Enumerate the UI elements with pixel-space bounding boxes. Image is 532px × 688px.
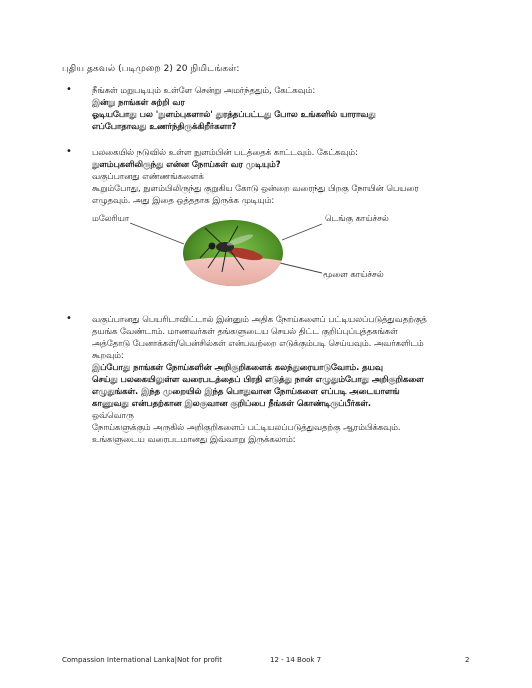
text: பலகையில் நடுவில் உள்ள நுளம்பின் படத்தைக் காட்டவும். கேட்கவும்: bbox=[92, 147, 358, 157]
text: தயங்க வேண்டாம். மாணவர்கள் தங்களுடைய செயல் திட்ட குறிப்புப்புத்தகங்கள் bbox=[92, 326, 398, 336]
paragraph-3 bbox=[92, 313, 484, 445]
footer-page-number: 2 bbox=[465, 656, 470, 664]
diagram-label-malaria: மலேரியா bbox=[92, 213, 130, 223]
text: நோய்களுக்கும் அருகில் அறிகுறிகளைப் பட்டியலப்படுத்துவதற்கு ஆரம்பிக்கவும். bbox=[92, 422, 401, 432]
bold-text: இப்போது நாங்கள் நோய்களின் அறிகுறிகளைக் கலந்துரையாடுவோம். தயவு bbox=[92, 362, 383, 372]
connector-line bbox=[282, 224, 322, 240]
bold-text: செய்து பலகையிலுள்ள வரைபடத்தைப் பிரதி எடுத்து நான் எழுதும்போது அறிகுறிகளை bbox=[92, 374, 424, 384]
text: வகுப்பானது எண்ணங்களைக் bbox=[92, 171, 204, 181]
text: அத்தோடு பேனாக்கள்/பென்சில்கள் என்பவற்றை எடுக்கும்படி செய்யவும். அவர்களிடம் bbox=[92, 338, 424, 348]
footer-book: 12 - 14 Book 7 bbox=[270, 656, 322, 664]
text: வகுப்பானது பெயரிடாவிட்டால் இன்னும் அதிக நோய்களைப் பட்டியலப்படுத்துவதற்குத் bbox=[92, 314, 427, 324]
text: உங்களுடைய வரைபடமானது இவ்வாறு இருக்கலாம்: bbox=[92, 434, 296, 444]
diagram-label-dengue: டெங்கு காய்ச்சல் bbox=[325, 213, 389, 223]
text: கூறவும்: bbox=[92, 350, 124, 360]
bold-text: காணுவது என்பதற்கான இலகுவான குறிப்பை நீங்கள் கொண்டிருப்பீர்கள். bbox=[92, 398, 372, 408]
bold-text: எழுதுங்கள். இந்த முறையில் இந்த பொதுவான நோய்களை எப்படி அடையாளங் bbox=[92, 386, 400, 396]
connector-line bbox=[130, 223, 184, 244]
bold-text: எப்போதாவது உணர்ந்திருக்கிறீர்களா? bbox=[92, 121, 237, 131]
text: கூறும்போது, நுளம்பிலிருந்து குறுகிய கோடு ஒன்றை வரைந்து பிறகு நோயின் பெயரை bbox=[92, 183, 419, 193]
diagram-label-brain-fever: மூளை காய்ச்சல் bbox=[323, 269, 384, 279]
text: ஒவ்வொரு bbox=[92, 410, 134, 420]
text: நீங்கள் மறுபடியும் உள்ளே சென்று அமர்ந்ததும், கேட்கவும்: bbox=[92, 85, 316, 95]
bold-text: இன்று நாங்கள் சுற்றி வர bbox=[92, 97, 185, 107]
section-heading: புதிய தகவல் (படிமுறை 2) 20 நிமிடங்கள்: bbox=[62, 64, 240, 74]
bold-text: நுளம்புகளிலிருந்து என்ன நோய்கள் வர முடியும்? bbox=[92, 159, 281, 169]
footer-organization: Compassion International Lanka|Not for profit bbox=[62, 656, 222, 664]
bullet-marker: • bbox=[66, 313, 72, 324]
bullet-marker: • bbox=[66, 84, 72, 95]
mosquito-photo bbox=[178, 218, 290, 292]
bullet-marker: • bbox=[66, 146, 72, 157]
text: எழுதவும். அது இதை ஒத்ததாக இருக்க முடியும்: bbox=[92, 195, 275, 205]
bold-text: ஓடியபோது பல 'நுளம்புகளால்' துரத்தப்பட்டது போல உங்களில் யாராவது bbox=[92, 109, 376, 119]
connector-line bbox=[280, 263, 322, 273]
